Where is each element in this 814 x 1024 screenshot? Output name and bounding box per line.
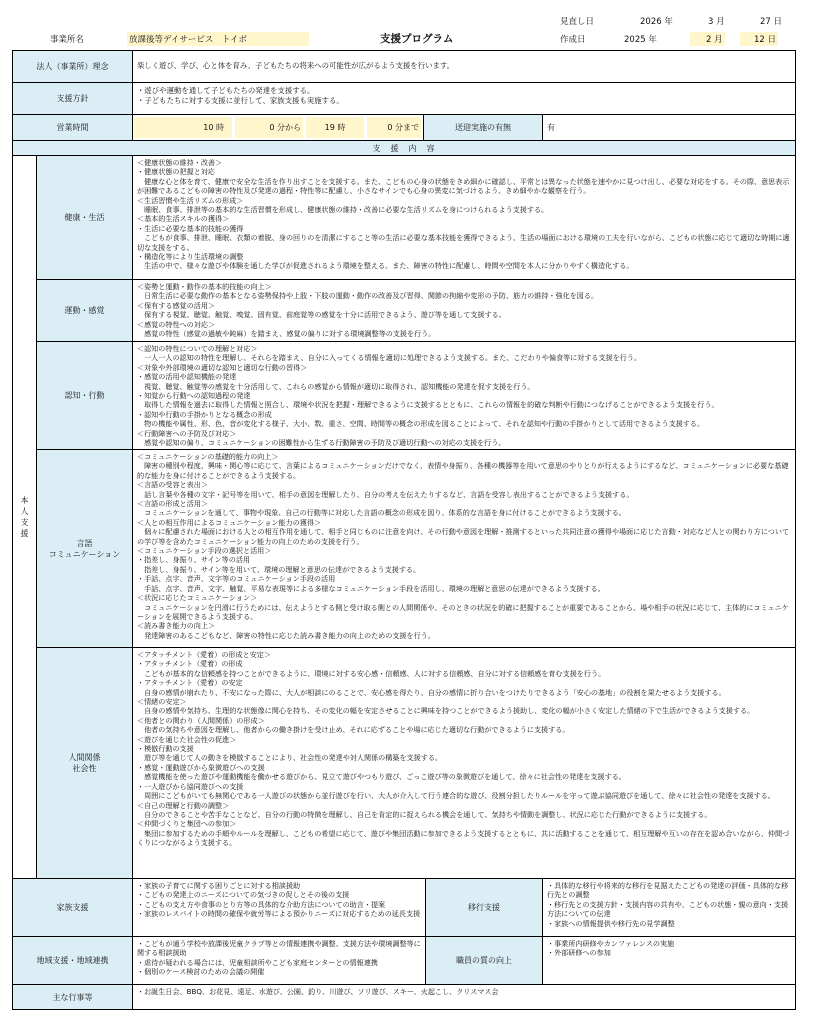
family-support-label: 家族支援 (13, 879, 133, 936)
section-label-communication: 言語 コミュニケーション (37, 450, 133, 647)
events-label: 主な行事等 (13, 985, 133, 1009)
hours-end-min: 0 分まで (367, 117, 421, 138)
staff-quality-text: ・事業所内研修やカンファレンスの実施 ・外部研修への参加 (547, 939, 675, 958)
staff-quality-label: 職員の質の向上 (425, 937, 543, 984)
philosophy-text: 楽しく遊び、学び、心と体を育み、子どもたちの将来への可能性が広がるよう支援を行います。 (137, 61, 455, 70)
review-day: 27 日 (760, 17, 783, 27)
community-support-label: 地域支援・地域連携 (13, 937, 133, 984)
hours-start-min: 0 分から (235, 117, 303, 138)
support-program-table (12, 50, 796, 1010)
community-support-text: ・こどもが通う学校や放課後児童クラブ等との情報連携や調整、支援方法や環境調整等に関する相談援助 ・虐待が疑われる場合には、児童相談所やこども家庭センターとの情報連携 ・個別のケース検討のための会議の開催 (137, 939, 421, 977)
transition-support-label: 移行支援 (425, 879, 543, 936)
facility-name: 放課後等デイサービス トイボ (127, 32, 309, 46)
hours-end-hour: 19 時 (306, 117, 364, 138)
hours-label: 営業時間 (13, 115, 133, 140)
section-text-communication: ＜コミュニケーションの基礎的能力の向上＞ 障害の種別や程度、興味・関心等に応じて、言葉によるコミュニケーションだけでなく、表情や身振り、各種の機器等を用いて意思のやりとりが行えるようにするなど、コミュニケーションに必要な基礎的な能力を身に付けることができるよう支援する。 ＜言語の受容と表出＞ 話し言葉や各種の文字・記号等を用いて、相手の意図を理解したり、自分の考えを伝えたりするなど、言語を受容し表出することができるよう支援する。 ＜言語の形成と活用＞ コミュニケーションを通して、事物や現象、自己の行動等に対応した言語の概念の形成を図り、体系的な言語を身に付けることができるよう支援する。 ＜人との相互作用によるコミュニケーション能力の獲得＞ 個々に配慮された場面における人との相互作用を通して、相手と同じものに注意を向け、その行動や意図を理解・推測するといった共同注意の獲得や場面に応じた言動・対応など人との関わり方についての学び等を含めたコミュニケーション能力の向上のための支援を行う。 ＜コミュニケーション手段の選択と活用＞ ・指差し、身振り、サイン等の活用 指差し、身振り、サイン等を用いて、環境の理解と意思の伝達ができるよう支援する。 ・手話、点字、音声、文字等のコミュニケーション手段の活用 手話、点字、音声、文字、触覚、平易な表現等による多様なコミュニケーション手段を活用し、環境の理解と意思の伝達ができるよう支援する。 ＜状況に応じたコミュニケーション＞ コミュニケーションを円滑に行うためには、伝えようとする側と受け取る側との人間関係や、そのときの状況を的確に把握することが重要であることから、場や相手の状況に応じて、主体的にコミュニケーションを展開できるよう支援する。 ＜読み書き能力の向上＞ 発達障害のあるこどもなど、障害の特性に応じた読み書き能力の向上のための支援を行う。 (137, 452, 790, 640)
section-label-motor: 運動・感覚 (37, 280, 133, 341)
policy-label: 支援方針 (13, 83, 133, 114)
section-text-health: ＜健康状態の維持・改善＞ ・健康状態の把握と対応 健康な心と体を育て、健康で安全な生活を作り出すことを支援する。また、こどもの心身の状態をきめ細かに確認し、平常とは異なった状態を速やかに見つけ出し、必要な対応をする。その際、意思表示が困難であるこどもの障害の特性及び発達の過程・特性等に配慮し、小さなサインでも心身の異変に気づけるよう、きめ細やかな観察を行う。 ＜生活習慣や生活リズムの形成＞ 睡眠、食事、排泄等の基本的な生活習慣を形成し、健康状態の維持・改善に必要な生活リズムを身につけられるよう支援する。 ＜基本的生活スキルの獲得＞ ・生活に必要な基本的技能の獲得 こどもが食事、排泄、睡眠、衣類の着脱、身の回りのを清潔にすること等の生活に必要な基本技能を獲得できるよう、生活の場面における環境の工夫を行いながら、こどもの状態に応じて適切な時期に適切な支援をする。 ・構造化等により生活環境の調整 生活の中で、様々な遊びや体験を通した学びが促進されるよう環境を整える。また、障害の特性に配慮し、時間や空間を本人に分かりやすく構造化する。 (137, 158, 790, 271)
transport-label: 送迎実施の有無 (423, 115, 543, 140)
review-date-label: 見直し日 (560, 17, 595, 27)
transition-support-text: ・具体的な移行や将来的な移行を見据えたこどもの発達の評価・具体的な移行先との調整 ・移行先との支援方針・支援内容の共有や、こどもの状態・親の意向・支援方法についての伝達 ・家族への情報提供や移行先の見学調整 (547, 881, 789, 928)
section-label-cognition: 認知・行動 (37, 342, 133, 449)
section-text-motor: ＜姿勢と運動・動作の基本的技能の向上＞ 日常生活に必要な動作の基本となる姿勢保持や上肢・下肢の運動・動作の改善及び習得、関節の拘縮や変形の予防、筋力の維持・強化を図る。 ＜保有する感覚の活用＞ 保有する視覚、聴覚、触覚、嗅覚、固有覚、前庭覚等の感覚を十分に活用できるよう、遊び等を通して支援する。 ＜感覚の特性への対応＞ 感覚の特性（感覚の過敏や鈍麻）を踏まえ、感覚の偏りに対する環境調整等の支援を行う。 (137, 282, 599, 339)
review-month: 3 月 (708, 17, 725, 27)
created-year: 2025 年 (624, 35, 657, 45)
section-text-social: ＜アタッチメント（愛着）の形成と安定＞ ・アタッチメント（愛着）の形成 こどもが基本的な信頼感を持つことができるように、環境に対する安心感・信頼感、人に対する信頼感、自分に対する信頼感を育む支援を行う。 ・アタッチメント（愛着）の安定 自身の感情が崩れたり、不安になった際に、大人が相談にのることで、安心感を得たり、自分の感情に折り合いをつけたりできるよう「安心の基地」の役割を果たせるよう支援する。 ＜情緒の安定＞ 自身の感情や気持ち、生理的な状態像に関心を持ち、その変化の幅を安定させることに興味を持つことができるよう援助し、変化の幅が小さく安定した情緒の下で生活ができるよう支援する。 ＜他者との関わり（人間関係）の形成＞ 他者の気持ちや意図を理解し、他者からの働き掛けを受け止め、それに応ずることや場に応じた適切な行動ができるように支援する。 ＜遊びを通じた社会性の促進＞ ・模倣行動の支援 遊び等を通じて人の動きを模倣することにより、社会性の発達や対人関係の構築を支援する。 ・感覚・運動遊びから象徴遊びへの支援 感覚機能を使った遊びや運動機能を働かせる遊びから、見立て遊びやつもり遊び、ごっこ遊び等の象徴遊びを通して、徐々に社会性の発達を支援する。 ・一人遊びから協同遊びへの支援 周囲にこどもがいても無関心である一人遊びの状態から並行遊びを行い、大人が介入して行う連合的な遊び、役割分担したりルールを守って遊ぶ協同遊びを通して、徐々に社会性の発達を支援する。 ＜自己の理解と行動の調整＞ 自分のできることや苦手なことなど、自分の行動の特徴を理解し、自己を肯定的に捉えられる機会を通して、気持ちや情動を調整し、状況に応じた行動ができるように支援する。 ＜仲間づくりと集団への参加＞ 集団に参加するための手順やルールを理解し、こどもの希望に応じて、遊びや集団活動に参加できるよう支援するとともに、共に活動することを通じて、相互理解や互いの存在を認め合いながら、仲間づくりにつながるよう支援する。 (137, 650, 790, 848)
section-label-social: 人間関係 社会性 (37, 648, 133, 878)
page-title: 支援プログラム (380, 33, 454, 45)
hours-start-hour: 10 時 (134, 117, 232, 138)
policy-text: ・遊びや運動を通して子どもたちの発達を支援する。 ・子どもたちに対する支援に並行して、家族支援も実施する。 (137, 86, 344, 105)
section-label-health: 健康・生活 (37, 156, 133, 279)
created-day: 12 日 (740, 32, 778, 46)
support-content-heading: 支 援 内 容 (13, 141, 795, 155)
created-date-label: 作成日 (560, 35, 586, 45)
philosophy-label: 法人（事業所）理念 (13, 51, 133, 82)
personal-support-label: 本 人 支 援 (13, 156, 37, 878)
section-text-cognition: ＜認知の特性についての理解と対応＞ 一人一人の認知の特性を理解し、それらを踏まえ、自分に入ってくる情報を適切に処理できるよう支援する。また、こだわりや偏食等に対する支援を行う。 ＜対象や外部環境の適切な認知と適切な行動の習得＞ ・感覚の活用や認知機能の発達 視覚、聴覚、触覚等の感覚を十分活用して、これらの感覚から情報が適切に取得され、認知機能の発達を促す支援を行う。 ・知覚から行動への認知過程の発達 取得した情報を過去に取得した情報と照合し、環境や状況を把握・理解できるように支援するとともに、これらの情報を的確な判断や行動につなげることができるよう支援を行う。 ・認知や行動の手掛かりとなる概念の形成 物の機能や属性、形、色、音が変化する様子、大小、数、重さ、空間、時間等の概念の形成を図ることによって、それを認知や行動の手掛かりとして活用できるよう支援する。 ＜行動障害への予防及び対応＞ 感覚や認知の偏り、コミュニケーションの困難性から生ずる行動障害の予防及び適切行動への対応の支援を行う。 (137, 344, 719, 448)
family-support-text: ・家族の子育てに関する困りごとに対する相談援助 ・こどもの発達上のニーズについての気づきの促しとその後の支援 ・こどもの支え方や食事のとり方等の具体的な介助方法についての助言・提案 ・家族のレスパイトの時間の確保や就労等による預かりニーズに対応するための延長支援 (137, 881, 421, 919)
facility-name-label: 事業所名 (50, 35, 85, 45)
transport-value: 有 (547, 123, 555, 132)
created-month: 2 月 (690, 32, 725, 46)
events-text: ・お誕生日会、BBQ、お花見、遠足、水遊び、公園、釣り、川遊び、ソリ遊び、スキー、火起こし、クリスマス会 (137, 987, 499, 996)
review-year: 2026 年 (640, 17, 673, 27)
